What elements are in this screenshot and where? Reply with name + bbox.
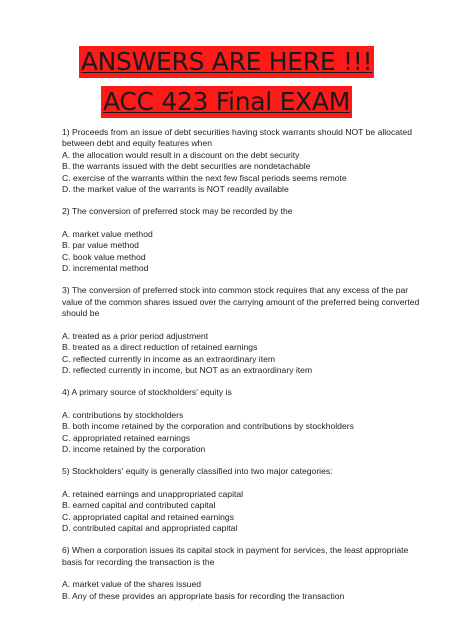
answer-option: D. the market value of the warrants is NOT readily available	[62, 184, 289, 195]
answer-option: D. contributed capital and appropriated capital	[62, 522, 238, 533]
answer-option: A. contributions by stockholders	[62, 409, 184, 420]
question-block	[62, 127, 422, 195]
answer-option: D. reflected currently in income, but NOT as an extraordinary item	[62, 364, 313, 375]
answer-option: B. the warrants issued with the debt securities are nondetachable	[62, 161, 311, 172]
answer-option: C. reflected currently in income as an extraordinary item	[62, 353, 276, 364]
question-text: 3) The conversion of preferred stock into common stock requires that any excess of the par value of the common shares issued over the carrying amount of the preferred being converted should be	[62, 285, 420, 319]
question-text: 6) When a corporation issues its capital stock in payment for services, the least appropriate basis for recording the transaction is the	[62, 545, 409, 567]
answer-option: C. exercise of the warrants within the next few fiscal periods seems remote	[62, 172, 347, 183]
question-block	[62, 206, 422, 274]
header-line-1: ANSWERS ARE HERE !!!	[80, 47, 373, 76]
answer-option: C. book value method	[62, 251, 146, 262]
answer-option: B. Any of these provides an appropriate basis for recording the transaction	[62, 590, 345, 601]
question-text: 2) The conversion of preferred stock may be recorded by the	[62, 206, 293, 217]
question-block	[62, 285, 422, 376]
answer-option: A. treated as a prior period adjustment	[62, 330, 209, 341]
question-text: 4) A primary source of stockholders' equity is	[62, 387, 232, 398]
answer-option: B. par value method	[62, 240, 139, 251]
answer-option: A. the allocation would result in a discount on the debt security	[62, 149, 300, 160]
question-text: 1) Proceeds from an issue of debt securities having stock warrants should NOT be allocated between debt and equity features when	[62, 127, 412, 149]
answer-option: C. appropriated capital and retained earnings	[62, 511, 234, 522]
answer-option: A. retained earnings and unappropriated capital	[62, 488, 244, 499]
answer-option: D. incremental method	[62, 263, 149, 274]
header-line-2: ACC 423 Final EXAM	[103, 87, 350, 116]
answer-option: B. earned capital and contributed capital	[62, 500, 216, 511]
question-list	[62, 127, 422, 602]
question-text: 5) Stockholders' equity is generally classified into two major categories:	[62, 466, 333, 477]
answer-option: C. appropriated retained earnings	[62, 432, 191, 443]
answer-option: B. both income retained by the corporation and contributions by stockholders	[62, 421, 354, 432]
question-block	[62, 466, 422, 534]
header-banner-answers	[0, 46, 453, 78]
header-banner-exam	[0, 86, 453, 118]
question-block	[62, 545, 422, 602]
answer-option: D. income retained by the corporation	[62, 443, 206, 454]
answer-option: B. treated as a direct reduction of retained earnings	[62, 342, 258, 353]
answer-option: A. market value method	[62, 228, 153, 239]
question-block	[62, 387, 422, 455]
answer-option: A. market value of the shares issued	[62, 579, 202, 590]
